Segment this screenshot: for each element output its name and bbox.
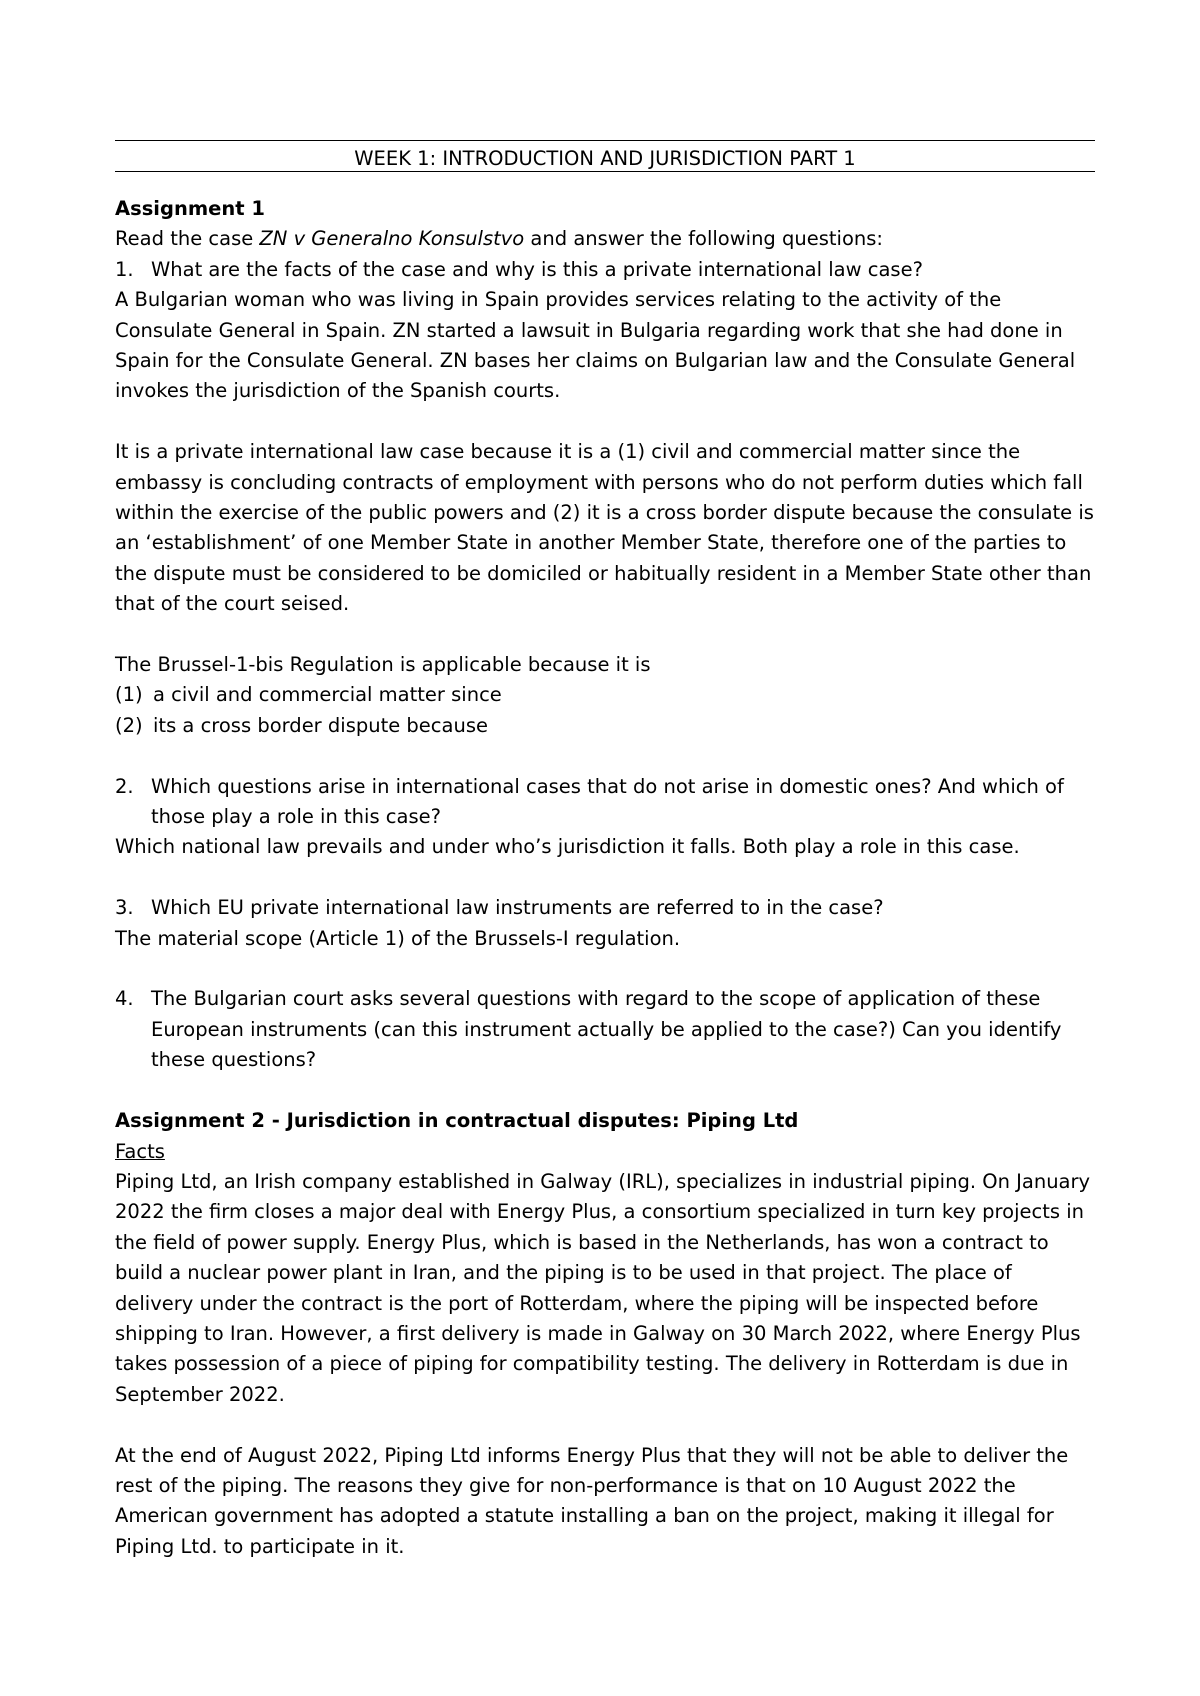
answer-1-list-item: (2) its a cross border dispute because xyxy=(115,713,488,737)
assignment1-heading: Assignment 1 xyxy=(115,197,265,220)
answer-3: The material scope (Article 1) of the Brussels-I regulation. xyxy=(115,926,681,950)
assignment2-paragraph-2: At the end of August 2022, Piping Ltd informs Energy Plus that they will not be able to deliver the rest of the piping. The reasons they give for non-performance is that on 10 August 2022 the American government has adopted a statute installing a ban on the project, making it illegal for Piping Ltd. to participate in it. xyxy=(115,1443,1069,1558)
document-page xyxy=(115,140,1095,1562)
assignment2-paragraph-1: Piping Ltd, an Irish company established in Galway (IRL), specializes in industrial piping. On January 2022 the firm closes a major deal with Energy Plus, a consortium specialized in turn key projects in the field of power supply. Energy Plus, which is based in the Netherlands, has won a contract to build a nuclear power plant in Iran, and the piping is to be used in that project. The place of delivery under the contract is the port of Rotterdam, where the piping will be inspected before shipping to Iran. However, a first delivery is made in Galway on 30 March 2022, where Energy Plus takes possession of a piece of piping for compatibility testing. The delivery in Rotterdam is due in September 2022. xyxy=(115,1169,1091,1406)
answer-1-paragraph-3: The Brussel-1-bis Regulation is applicable because it is xyxy=(115,653,651,677)
assignment2-heading: Assignment 2 - Jurisdiction in contractual disputes: Piping Ltd xyxy=(115,1109,799,1133)
question-2: 2. Which questions arise in international cases that do not arise in domestic ones? And which of those play a role in this case? xyxy=(115,774,1064,829)
answer-1-list-item: (1) a civil and commercial matter since xyxy=(115,683,502,707)
facts-label: Facts xyxy=(115,1139,165,1163)
page-title: WEEK 1: INTRODUCTION AND JURISDICTION PART 1 xyxy=(115,140,1095,172)
question-3: 3. Which EU private international law instruments are referred to in the case? xyxy=(115,896,884,920)
answer-2: Which national law prevails and under who’s jurisdiction it falls. Both play a role in this case. xyxy=(115,835,1020,859)
assignment1-intro: Read the case ZN v Generalno Konsulstvo and answer the following questions: xyxy=(115,227,883,251)
case-name: ZN v Generalno Konsulstvo xyxy=(259,227,525,251)
answer-1-paragraph-1: A Bulgarian woman who was living in Spain provides services relating to the activity of the Consulate General in Spain. ZN started a lawsuit in Bulgaria regarding work that she had done in Spain for the Consulate General. ZN bases her claims on Bulgarian law and the Consulate General invokes the jurisdiction of the Spanish courts. xyxy=(115,288,1076,403)
answer-1-paragraph-2: It is a private international law case because it is a (1) civil and commercial matter since the embassy is concluding contracts of employment with persons who do not perform duties which fall within the exercise of the public powers and (2) it is a cross border dispute because the consulate is an ‘establishment’ of one Member State in another Member State, therefore one of the parties to the dispute must be considered to be domiciled or habitually resident in a Member State other than that of the court seised. xyxy=(115,440,1094,616)
question-1: 1. What are the facts of the case and why is this a private international law case? xyxy=(115,257,923,281)
question-4: 4. The Bulgarian court asks several questions with regard to the scope of application of these European instruments (can this instrument actually be applied to the case?) Can you identify these questions? xyxy=(115,987,1062,1072)
